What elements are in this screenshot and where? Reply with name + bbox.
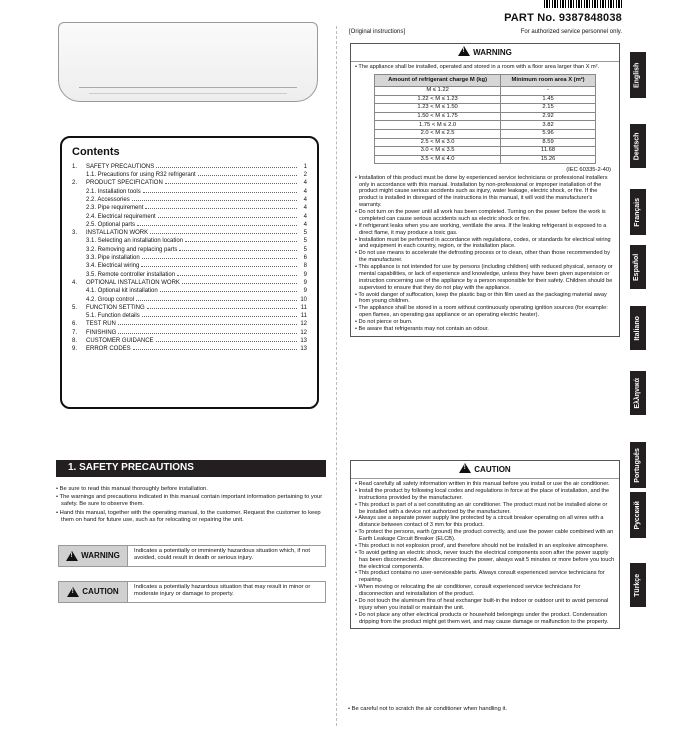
intro-item: • Hand this manual, together with the operating manual, to the customer. Request the customer to keep them on hand for future use, such as for relocating or repairing the unit. [56,509,321,523]
toc-title: FUNCTION SETTING [86,304,145,311]
toc-page: 9 [303,279,307,286]
bullet-item: • The appliance shall be stored in a room without continuously operating ignition sources (for example: open flames, an operating gas appliance or an operating electric heater). [355,305,608,319]
bullet-item: • To avoid getting an electric shock, never touch the electrical components soon after the power supply has been disconnected. After disconnecting the power, always wait 5 minutes or more before you touch the electrical components. [355,549,615,570]
toc-leader [185,241,297,242]
safety-heading: 1. SAFETY PRECAUTIONS [56,460,326,477]
toc-number: 1. [72,163,78,170]
toc-page: 11 [300,304,307,311]
toc-leader [158,217,297,218]
toc-page: 5 [303,238,307,245]
intro-item: • Be sure to read this manual thoroughly before installation. [56,486,208,492]
toc-number: 8. [72,337,78,344]
toc-title: CUSTOMER GUIDANCE [86,337,154,344]
caution-signal-desc: Indicates a potentially hazardous situation that may result in minor or moderate injury or damage to property. [128,581,326,603]
table-cell: 1.23 < M ≤ 1.50 [375,104,501,113]
toc-page: 5 [303,230,307,237]
toc-leader [182,283,297,284]
bullet-item: • When moving or relocating the air conditioner, consult experienced service technicians for disconnection and reinstallation of the product. [355,584,581,597]
toc-entry[interactable] [72,288,307,296]
toc-title: 1.1. Precautions for using R32 refrigerant [86,172,196,179]
language-tab-label: Ελληνικά [633,377,641,409]
caution-box-triangle-icon [459,463,471,473]
toc-title: 4.2. Group control [86,296,135,303]
toc-entry[interactable] [72,214,307,222]
toc-number: 3. [72,230,78,237]
caution-signal-label: ! CAUTION [58,581,128,603]
toc-entry[interactable] [72,305,307,313]
language-tab[interactable] [630,245,646,289]
toc-page: 12 [300,321,307,328]
toc-title: 2.1. Installation tools [86,188,141,195]
toc-page: 9 [303,271,307,278]
toc-leader [118,324,297,325]
contents-box [60,136,319,409]
bullet-item: • To protect the persons, earth (ground) the product correctly, and use the power cable combined with an Earth Leakage Circuit Breaker (ELCB). [355,529,614,542]
toc-leader [177,275,297,276]
bullet-item: • This product contains no user-serviceable parts. Always consult experienced service technicians for repairing. [355,570,605,584]
original-instructions: [Original instructions] [349,29,406,35]
toc-leader [179,250,297,251]
toc-entry[interactable] [72,255,307,263]
barcode [544,0,622,8]
table-cell: 1.22 < M ≤ 1.23 [375,95,501,104]
table-cell: 2.15 [501,104,596,113]
table-row [375,147,596,156]
language-tab[interactable] [630,124,646,168]
toc-title: OPTIONAL INSTALLATION WORK [86,279,180,286]
toc-leader [198,175,297,176]
toc-page: 4 [303,205,307,212]
language-tab-label: Italiano [633,315,641,341]
toc-leader [145,208,297,209]
toc-leader [156,167,297,168]
table-row [375,95,596,104]
part-number: PART No. 9387848038 [504,12,622,24]
bullet-item: • This appliance is not intended for use by persons (including children) with reduced physical, sensory or mental capabilities, or lack of experience and knowledge, unless they have been given supervision or instruction concerning use of the appliance by a person responsible for their safety. Children should be supervised to ensure that they do not play with the appliance. [355,264,613,291]
toc-leader [142,258,297,259]
bullet-item: • Read carefully all safety information written in this manual before you install or use the air conditioner. [355,481,610,487]
toc-entry[interactable] [72,280,307,288]
toc-title: 3.1. Selecting an installation location [86,238,184,245]
warning-box [350,43,620,337]
warning-signal-label: ! WARNING [58,545,128,567]
warning-signal-row [58,545,326,567]
toc-leader [147,308,297,309]
table-cell: 8.59 [501,138,596,147]
warning-box-triangle-icon [458,46,470,56]
toc-entry[interactable] [72,313,307,321]
caution-triangle-icon [67,587,79,597]
table-cell: 2.0 < M ≤ 2.5 [375,130,501,139]
toc-leader [141,266,297,267]
toc-leader [118,333,297,334]
language-tab[interactable] [630,442,646,488]
toc-entry[interactable] [72,164,307,172]
toc-title: PRODUCT SPECIFICATION [86,180,163,187]
toc-leader [137,225,297,226]
table-row [375,155,596,164]
bullet-item: • Installation must be performed in accordance with regulations, codes, or standards for electrical wiring and equipment in each country, region, or the installation place. [355,236,611,250]
toc-title: 3.5. Remote controller installation [86,271,176,278]
bullet-item: • Do not use means to accelerate the defrosting process or to clean, other than those recommended by the manufacturer. [355,250,611,264]
toc-number: 2. [72,180,78,187]
warning-bullets [355,175,615,333]
toc-title: ERROR CODES [86,346,131,353]
bullet-item: • Do not pierce or burn. [355,319,413,326]
caution-signal-row [58,581,326,603]
toc-entry[interactable] [72,297,307,305]
caution-bullets [355,481,615,625]
toc-page: 12 [300,329,307,336]
toc-page: 2 [303,172,307,179]
bullet-item: • Be aware that refrigerants may not contain an odour. [355,325,489,332]
table-row [375,121,596,130]
column-divider [336,26,337,726]
bullet-item: • To avoid danger of suffocation, keep the plastic bag or thin film used as the packaging material away from young children. [355,291,607,305]
toc-title: 3.3. Pipe installation [86,255,140,262]
toc-entry[interactable] [72,189,307,197]
toc-title: SAFETY PRECAUTIONS [86,163,155,170]
toc-entry[interactable] [72,263,307,271]
bullet-item: • This product is part of a set constituting an air conditioner. The product must not be installed alone or be installed with a device not authorized by the manufacturer. [355,501,608,515]
toc-page: 8 [303,263,307,270]
toc-title: FINISHING [86,329,117,336]
language-tab-label: Türkçe [633,573,641,597]
table-cell: 1.50 < M ≤ 1.75 [375,112,501,121]
table-row [375,138,596,147]
language-tab[interactable] [630,52,646,98]
intro-item: • The warnings and precautions indicated in this manual contain important information pertaining to your safety. Be sure to observe them. [56,494,323,508]
table-cell: 11.68 [501,147,596,156]
toc-number: 7. [72,329,78,336]
toc-page: 1 [303,163,307,170]
toc-number: 5. [72,304,78,311]
language-tab[interactable] [630,492,646,538]
toc-page: 10 [300,296,307,303]
table-header: Amount of refrigerant charge M (kg) [375,74,501,86]
table-row [375,112,596,121]
toc-page: 4 [303,221,307,228]
bullet-item: • Do not place any other electrical products or household belongings under the product. Condensation dripping from the product might get them wet, and may cause damage or malfunction to the property. [355,611,609,625]
toc-entry[interactable] [72,172,307,180]
table-cell: 3.5 < M ≤ 4.0 [375,155,501,164]
table-cell: 1.45 [501,95,596,104]
table-cell: 2.5 < M ≤ 3.0 [375,138,501,147]
language-tab-label: Français [633,197,641,227]
toc-title: 2.5. Optional parts [86,221,136,228]
toc-number: 6. [72,321,78,328]
table-row [375,130,596,139]
table-cell: 2.92 [501,112,596,121]
toc-entry[interactable] [72,180,307,188]
toc-entry[interactable] [72,321,307,329]
toc-entry[interactable] [72,222,307,230]
toc-entry[interactable] [72,238,307,246]
language-tab[interactable] [630,189,646,235]
table-cell: 3.0 < M ≤ 3.5 [375,147,501,156]
toc-entry[interactable] [72,230,307,238]
toc-page: 6 [303,255,307,262]
toc-entry[interactable] [72,272,307,280]
toc-leader [133,349,297,350]
toc-page: 5 [303,246,307,253]
toc-page: 4 [303,196,307,203]
language-tab-label: Português [633,447,641,483]
toc-number: 9. [72,346,78,353]
toc-title: 2.2. Accessories [86,196,130,203]
iec-reference: (IEC 60335-2-40) [566,167,611,174]
caution-box [350,460,620,629]
toc-leader [156,341,297,342]
language-tab-label: Deutsch [633,132,641,160]
toc-page: 13 [300,337,307,344]
toc-page: 4 [303,213,307,220]
toc-leader [150,233,297,234]
toc-entry[interactable] [72,330,307,338]
footer-note: • Be careful not to scratch the air conditioner when handling it. [348,706,507,712]
table-cell: - [501,87,596,96]
safety-intro [56,486,326,525]
toc-entry[interactable] [72,197,307,205]
authorized-note: For authorized service personnel only. [520,29,622,35]
toc-page: 13 [300,346,307,353]
toc-title: INSTALLATION WORK [86,230,149,237]
toc-page: 4 [303,188,307,195]
toc-entry[interactable] [72,338,307,346]
toc-title: 3.4. Electrical wiring [86,263,140,270]
warning-triangle-icon [66,551,78,561]
language-tab-label: English [633,62,641,88]
table-row [375,104,596,113]
toc-list [72,164,307,355]
table-cell: 1.75 < M ≤ 2.0 [375,121,501,130]
toc-title: 2.4. Electrical requirement [86,213,156,220]
toc-title: TEST RUN [86,321,116,328]
table-cell: 15.26 [501,155,596,164]
bullet-item: • Install the product by following local codes and regulations in force at the place of installation, and the instructions provided by the manufacturer. [355,487,610,501]
language-tab[interactable] [630,306,646,350]
toc-entry[interactable] [72,247,307,255]
toc-title: 2.3. Pipe requirement [86,205,144,212]
toc-leader [160,291,297,292]
toc-title: 3.2. Removing and replacing parts [86,246,178,253]
toc-entry[interactable] [72,346,307,354]
toc-title: 4.1. Optional kit installation [86,288,158,295]
refrigerant-table [374,74,596,165]
toc-page: 11 [300,313,307,320]
table-row [375,87,596,96]
language-tab-label: Русский [633,500,641,530]
toc-leader [142,316,297,317]
toc-leader [136,300,297,301]
language-tab[interactable] [630,563,646,607]
bullet-item: • Installation of this product must be done by experienced service technicians or professional installers only in accordance with this manual. Installation by non-professional or improper installation of the product might cause serious accidents such as injury, water leakage, electric shock, or fire. If the product is installed in disregard of the instructions in this manual, it will void the manufacturer's warranty. [355,174,608,209]
air-conditioner-illustration [58,22,318,102]
toc-page: 9 [303,288,307,295]
table-cell: 3.82 [501,121,596,130]
toc-page: 4 [303,180,307,187]
warning-signal-desc: Indicates a potentially or imminently hazardous situation which, if not avoided, could result in death or serious injury. [128,545,326,567]
toc-leader [132,200,297,201]
toc-title: 5.1. Function details [86,313,140,320]
caution-box-title: !CAUTION [351,461,619,479]
language-tab[interactable] [630,371,646,415]
warning-box-title: !WARNING [351,44,619,62]
table-cell: M ≤ 1.22 [375,87,501,96]
bullet-item: • This product is not explosion proof, and therefore should not be installed in an explosive atmosphere. [355,542,609,549]
bullet-item: • Do not touch the aluminum fins of heat exchanger built-in the indoor or outdoor unit to avoid personal injury when you install or maintain the unit. [355,597,609,611]
warning-lead: • The appliance shall be installed, operated and stored in a room with a floor area larger than X m². [355,64,600,70]
bullet-item: • If refrigerant leaks when you are working, ventilate the area. If the leaking refrigerant is exposed to a direct flame, it may produce a toxic gas. [355,222,607,236]
table-header: Minimum room area X (m²) [501,74,596,86]
toc-number: 4. [72,279,78,286]
toc-leader [165,183,297,184]
bullet-item: • Do not turn on the power until all work has been completed. Turning on the power before the work is completed can cause serious accidents such as electric shock or fire. [355,209,606,222]
contents-title: Contents [72,146,120,158]
language-tab-label: Español [633,253,641,281]
toc-entry[interactable] [72,205,307,213]
table-cell: 5.96 [501,130,596,139]
bullet-item: • Always use a separate power supply line protected by a circuit breaker operating on all wires with a distance between contact of 3 mm for this product. [355,515,604,529]
toc-leader [143,192,297,193]
